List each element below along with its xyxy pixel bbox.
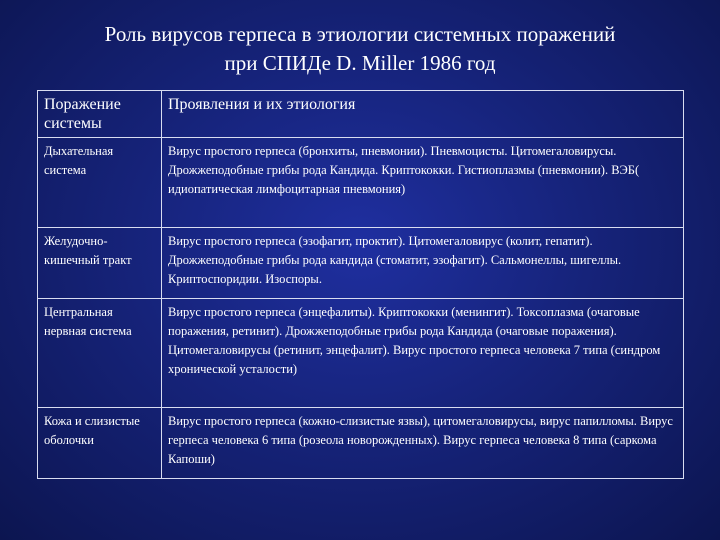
- header-manifestations: Проявления и их этиология: [162, 91, 684, 138]
- table-row: [38, 408, 684, 479]
- header-system: Поражение системы: [38, 91, 162, 138]
- system-cell: Дыхательная система: [38, 138, 162, 228]
- table-row: [38, 228, 684, 299]
- etiology-table: [37, 90, 684, 479]
- manifestations-cell: Вирус простого герпеса (энцефалиты). Криптококки (менингит). Токсоплазма (очаговые поражения, ретинит). Дрожжеподобные грибы рода Кандида (очаговые поражения). Цитомегаловирусы (ретинит, энцефалит). Вирус простого герпеса человека 7 типа (синдром хронической усталости): [162, 299, 684, 408]
- manifestations-cell: Вирус простого герпеса (бронхиты, пневмонии). Пневмоцисты. Цитомегаловирусы. Дрожжеподобные грибы рода Кандида. Криптококки. Гистиоплазмы (пневмонии). ВЭБ( идиопатическая лимфоцитарная пневмония): [162, 138, 684, 228]
- slide-title-line-1: Роль вирусов герпеса в этиологии системных поражений: [104, 22, 616, 46]
- slide-title-line-2: при СПИДе D. Miller 1986 год: [224, 51, 496, 75]
- table-row: [38, 299, 684, 408]
- manifestations-cell: Вирус простого герпеса (кожно-слизистые язвы), цитомегаловирусы, вирус папилломы. Вирус герпеса человека 6 типа (розеола новорожденных). Вирус герпеса человека 8 типа (саркома Капоши): [162, 408, 684, 479]
- manifestations-cell: Вирус простого герпеса (эзофагит, проктит). Цитомегаловирус (колит, гепатит). Дрожжеподобные грибы рода кандида (стоматит, эзофагит). Сальмонеллы, шигеллы. Криптоспоридии. Изоспоры.: [162, 228, 684, 299]
- slide-title: [20, 20, 700, 78]
- system-cell: Центральная нервная система: [38, 299, 162, 408]
- table-row: [38, 138, 684, 228]
- system-cell: Желудочно-кишечный тракт: [38, 228, 162, 299]
- system-cell: Кожа и слизистые оболочки: [38, 408, 162, 479]
- table-header-row: [38, 91, 684, 138]
